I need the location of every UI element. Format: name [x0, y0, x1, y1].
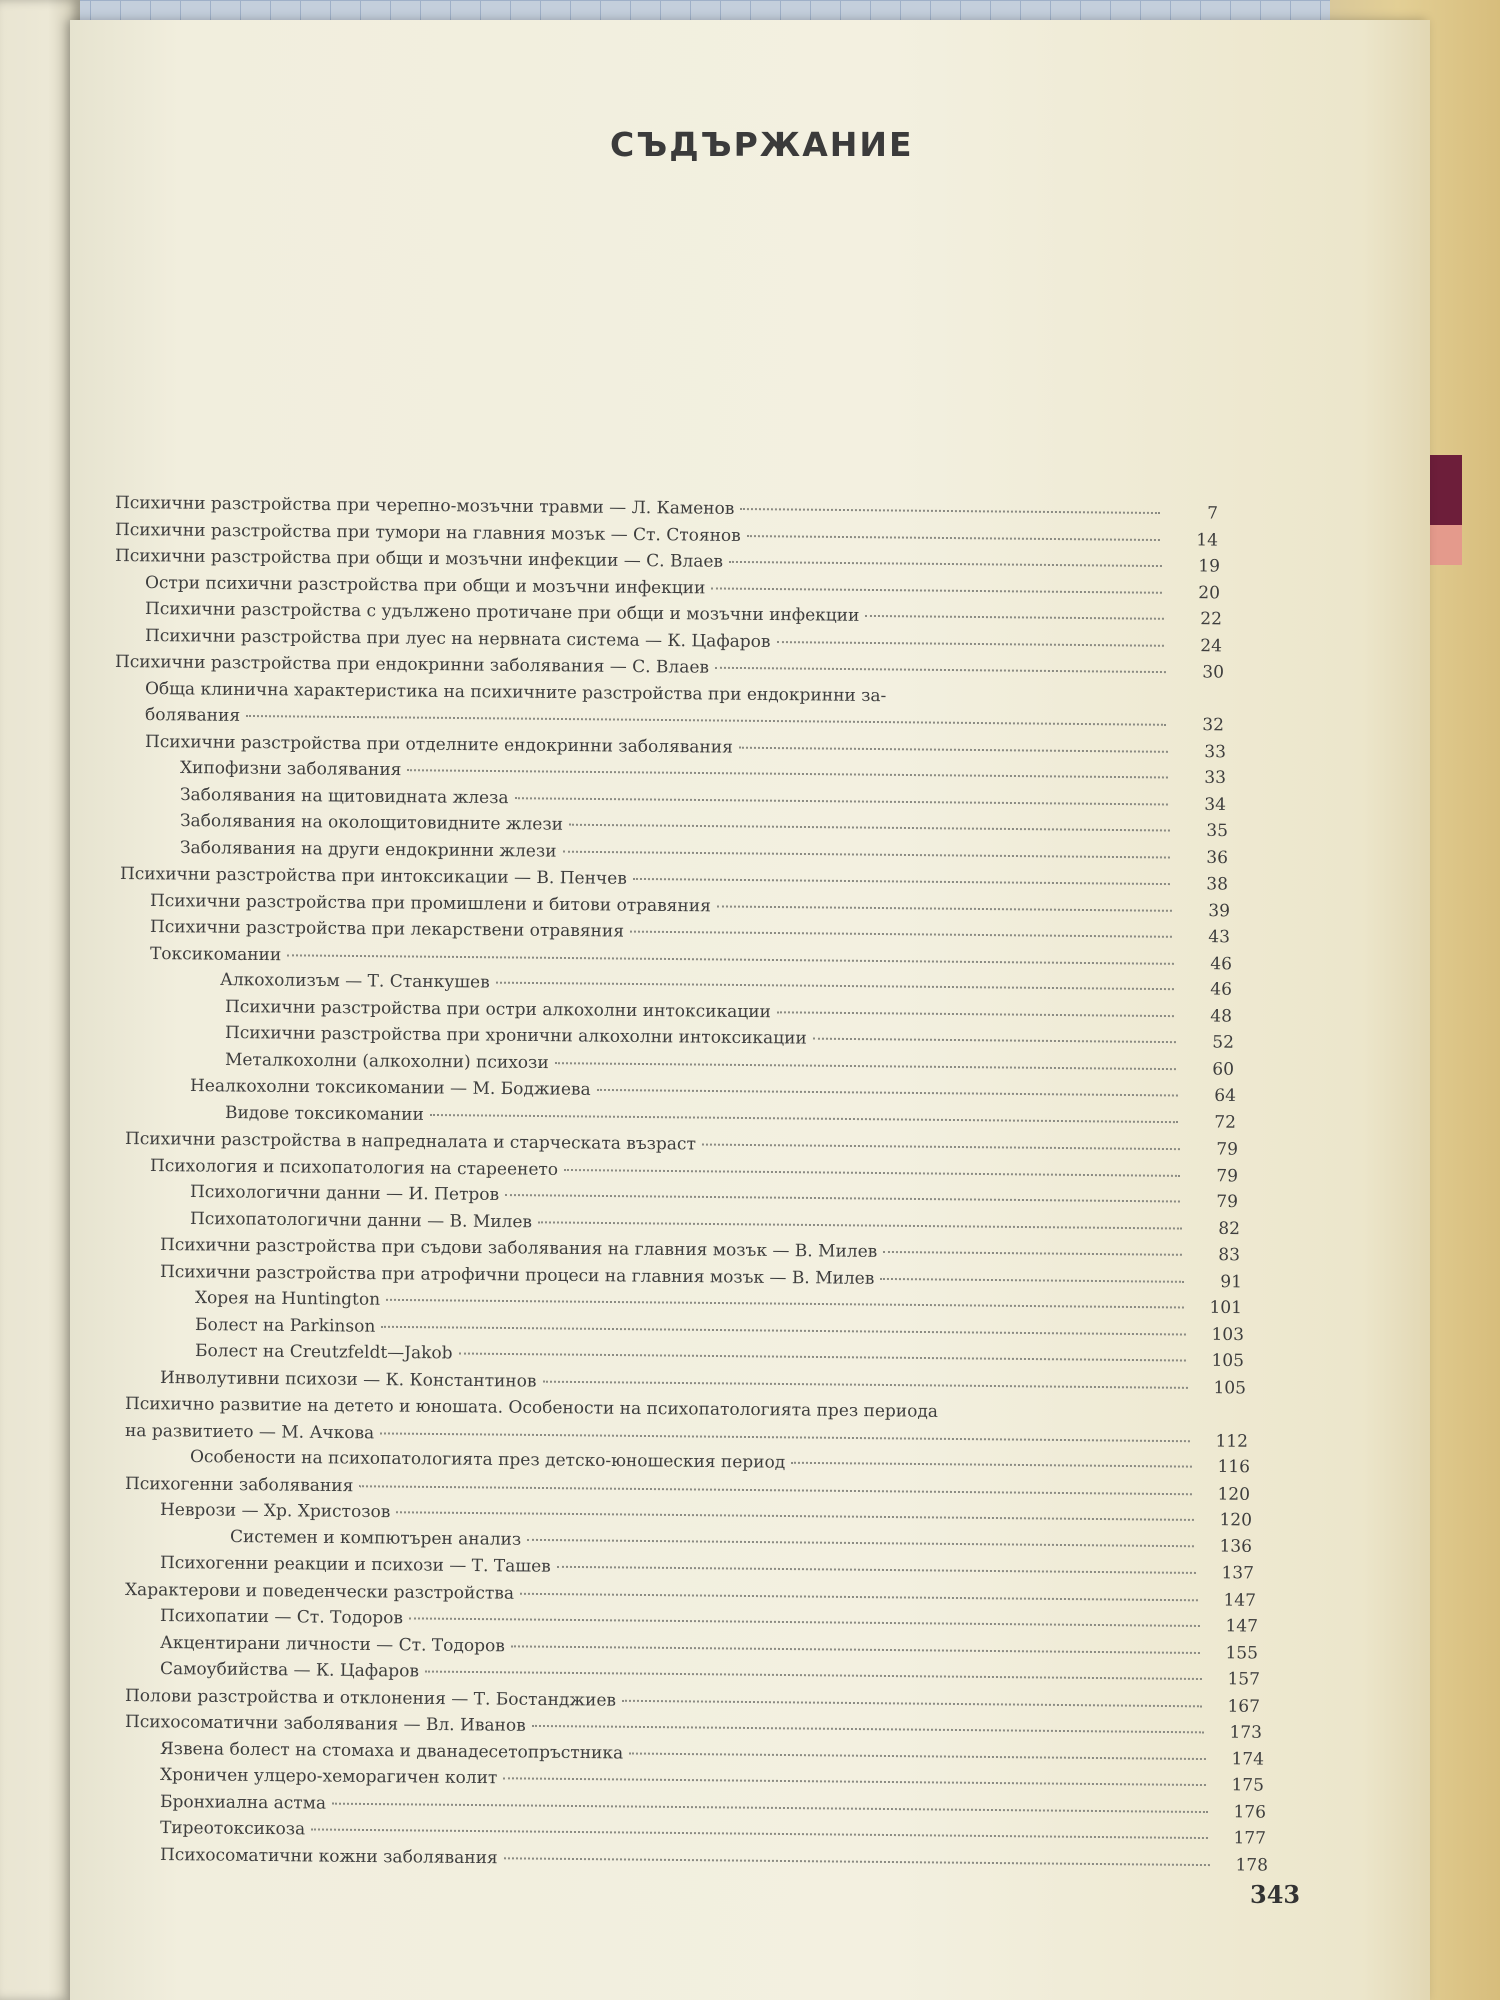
toc-leader-dots	[505, 1194, 1180, 1202]
toc-entry	[115, 493, 1218, 525]
toc-leader-dots	[865, 615, 1164, 620]
toc-entry-title: Психосоматични заболявания — Вл. Иванов	[124, 1712, 526, 1736]
toc-entry-page: 39	[1208, 901, 1231, 922]
toc-entry-page: 48	[1210, 1006, 1233, 1027]
toc-leader-dots	[246, 715, 1166, 726]
toc-entry	[160, 1845, 1268, 1877]
toc-entry-page: 105	[1211, 1350, 1245, 1372]
toc-entry-page: 32	[1202, 715, 1225, 736]
toc-leader-dots	[425, 1671, 1202, 1680]
toc-leader-dots	[407, 769, 1168, 778]
toc-leader-dots	[409, 1617, 1200, 1627]
toc-entry-title: Обща клинична характеристика на психичните разстройства при ендокринни за-	[144, 679, 887, 707]
toc-leader-dots	[555, 1062, 1176, 1070]
toc-leader-dots	[717, 905, 1172, 911]
toc-entry-page: 175	[1231, 1775, 1265, 1796]
toc-entry-page: 79	[1216, 1166, 1239, 1187]
toc-entry	[180, 811, 1228, 842]
toc-leader-dots	[740, 508, 1160, 514]
toc-entry-title: Видове токсикомании	[224, 1103, 424, 1125]
toc-entry-title: болявания	[144, 705, 241, 726]
toc-leader-dots	[569, 824, 1170, 832]
toc-entry-page: 116	[1217, 1456, 1251, 1478]
toc-entry-page: 30	[1202, 662, 1225, 683]
toc-entry-title: Заболявания на щитовидната жлеза	[179, 785, 509, 809]
toc-leader-dots	[633, 878, 1170, 885]
toc-entry	[160, 1553, 1254, 1585]
toc-entry-title: Психични разстройства в напредналата и старческата възраст	[124, 1129, 697, 1155]
toc-entry	[195, 1315, 1244, 1346]
toc-leader-dots	[597, 1089, 1178, 1097]
toc-entry-title: Акцентирани личности — Ст. Тодоров	[159, 1633, 505, 1657]
toc-leader-dots	[381, 1326, 1186, 1336]
toc-leader-dots	[791, 1462, 1192, 1468]
toc-entry-title: Неалкохолни токсикомании — М. Боджиева	[189, 1076, 591, 1100]
toc-entry	[195, 1341, 1244, 1372]
toc-entry-title: на развитието — М. Ачкова	[124, 1421, 375, 1444]
toc-entry-page: 112	[1215, 1431, 1249, 1452]
toc-entry-page: 83	[1218, 1245, 1241, 1266]
toc-entry-title: Психични разстройства с удължено протичане при общи и мозъчни инфекции	[144, 599, 860, 626]
toc-entry-title: Инволутивни психози — К. Константинов	[159, 1368, 537, 1392]
toc-entry-title: Характерови и поведенчески разстройства	[124, 1580, 515, 1604]
toc-entry-title: Психични разстройства при атрофични процеси на главния мозък — В. Милев	[159, 1262, 875, 1289]
toc-entry-title: Полови разстройства и отклонения — Т. Бостанджиев	[124, 1686, 617, 1711]
toc-leader-dots	[287, 954, 1174, 965]
toc-entry-page: 35	[1206, 820, 1229, 842]
toc-leader-dots	[702, 1144, 1180, 1151]
toc-leader-dots	[777, 1011, 1174, 1017]
toc-entry-title: Психопатии — Ст. Тодоров	[159, 1606, 404, 1629]
toc-entry-page: 120	[1217, 1484, 1251, 1505]
toc-leader-dots	[562, 851, 1169, 859]
toc-entry-title: Заболявания на други ендокринни жлези	[179, 838, 557, 862]
toc-leader-dots	[396, 1511, 1194, 1521]
toc-entry-title: Психосоматични кожни заболявания	[159, 1845, 498, 1869]
toc-entry	[160, 1765, 1264, 1797]
toc-entry-page: 147	[1225, 1616, 1259, 1637]
toc-entry-page: 46	[1210, 979, 1233, 1000]
toc-entry	[125, 1712, 1262, 1744]
toc-entry-title: Хипофизни заболявания	[179, 758, 402, 781]
toc-leader-dots	[430, 1114, 1178, 1123]
toc-leader-dots	[622, 1700, 1202, 1708]
toc-leader-dots	[527, 1539, 1194, 1547]
toc-entry-title: Системен и компютърен анализ	[229, 1527, 522, 1550]
toc-entry	[180, 838, 1228, 869]
toc-entry-page: 176	[1233, 1802, 1267, 1823]
toc-entry-title: Психология и психопатология на стареенето	[149, 1156, 559, 1180]
toc-leader-dots	[776, 641, 1163, 647]
toc-entry-page: 147	[1223, 1590, 1257, 1611]
toc-entry	[160, 1500, 1252, 1531]
toc-entry	[160, 1606, 1258, 1638]
toc-entry	[180, 785, 1226, 816]
toc-entry-title: Психологични данни — И. Петров	[189, 1182, 500, 1205]
toc-entry-page: 38	[1206, 874, 1229, 895]
toc-entry-title: Особености на психопатологията през детско-юношеския период	[189, 1447, 786, 1473]
toc-entry-page: 43	[1208, 927, 1231, 948]
toc-entry-page: 14	[1196, 530, 1219, 551]
toc-entry-title: Психично развитие на детето и юношата. Особености на психопатологията през периода	[124, 1394, 939, 1422]
toc-leader-dots	[503, 1777, 1206, 1786]
toc-entry	[150, 917, 1230, 948]
toc-leader-dots	[311, 1828, 1208, 1839]
toc-entry-title: Психични разстройства при съдови заболявания на главния мозък — В. Милев	[159, 1235, 878, 1262]
toc-entry-page: 33	[1204, 767, 1227, 789]
toc-leader-dots	[511, 1645, 1200, 1654]
toc-entry-page: 177	[1233, 1828, 1267, 1849]
toc-entry	[145, 626, 1222, 657]
toc-entry	[180, 758, 1226, 789]
toc-entry-title: Психични разстройства при остри алкохолни интоксикации	[224, 997, 772, 1023]
toc-entry-page: 136	[1219, 1536, 1253, 1557]
toc-entry-title: Болест на Parkinson	[194, 1315, 376, 1337]
toc-entry	[115, 546, 1220, 578]
toc-leader-dots	[711, 587, 1162, 593]
toc-leader-dots	[542, 1381, 1187, 1389]
page-number: 343	[1250, 1880, 1301, 1909]
toc-entry	[225, 1103, 1236, 1134]
toc-entry-title: Бронхиална астма	[159, 1792, 327, 1814]
toc-leader-dots	[386, 1299, 1184, 1309]
toc-entry-page: 34	[1204, 794, 1227, 816]
toc-entry	[190, 1182, 1238, 1213]
toc-entry	[190, 1447, 1250, 1478]
toc-entry-title: Заболявания на околощитовидните жлези	[179, 811, 564, 835]
toc-entry-title: Металкохолни (алкохолни) психози	[224, 1050, 549, 1074]
toc-leader-dots	[504, 1857, 1210, 1866]
toc-entry	[190, 1076, 1236, 1107]
toc-entry-title: Психични разстройства при промишлени и битови отравяния	[149, 891, 711, 917]
toc-leader-dots	[332, 1803, 1208, 1813]
toc-entry-page: 120	[1219, 1510, 1253, 1531]
toc-entry-page: 22	[1200, 609, 1223, 630]
toc-leader-dots	[883, 1251, 1182, 1256]
toc-leader-dots	[880, 1278, 1184, 1283]
toc-entry	[145, 599, 1222, 630]
toc-entry-title: Психогенни заболявания	[124, 1474, 354, 1497]
toc-entry-page: 72	[1214, 1112, 1237, 1133]
toc-entry-page: 46	[1210, 954, 1233, 975]
toc-leader-dots	[564, 1169, 1180, 1177]
toc-leader-dots	[729, 561, 1162, 567]
toc-entry-page: 157	[1227, 1669, 1261, 1690]
toc-entry	[160, 1368, 1246, 1399]
toc-entry	[115, 652, 1224, 684]
toc-entry-page: 52	[1212, 1032, 1235, 1053]
toc-leader-dots	[380, 1432, 1190, 1442]
toc-entry	[125, 1394, 1248, 1426]
toc-leader-dots	[538, 1221, 1182, 1229]
toc-entry	[125, 1129, 1238, 1161]
toc-entry-title: Тиреотоксикоза	[159, 1818, 306, 1840]
toc-entry-title: Остри психични разстройства при общи и мозъчни инфекции	[144, 573, 706, 599]
toc-entry-page: 178	[1235, 1855, 1269, 1876]
toc-entry-page: 91	[1220, 1272, 1243, 1293]
toc-entry	[160, 1818, 1266, 1850]
toc-entry-title: Самоубийства — К. Цафаров	[159, 1659, 420, 1682]
toc-entry-title: Токсикомании	[149, 944, 282, 966]
toc-entry	[195, 1288, 1242, 1319]
toc-entry-page: 7	[1207, 503, 1219, 524]
toc-leader-dots	[813, 1038, 1176, 1043]
toc-entry-title: Психични разстройства при отделните ендокринни заболявания	[144, 732, 733, 758]
toc-entry-page: 137	[1221, 1563, 1255, 1584]
toc-leader-dots	[629, 1753, 1206, 1761]
toc-entry	[190, 1209, 1240, 1240]
toc-entry	[160, 1659, 1260, 1691]
toc-leader-dots	[630, 931, 1172, 938]
toc-leader-dots	[459, 1353, 1186, 1362]
toc-leader-dots	[747, 535, 1160, 541]
toc-entry-title: Болест на Creutzfeldt—Jakob	[194, 1341, 453, 1364]
toc-entry-title: Психични разстройства при интоксикации — В. Пенчев	[119, 864, 627, 889]
toc-leader-dots	[496, 982, 1174, 991]
toc-entry-title: Психопатологични данни — В. Милев	[189, 1209, 533, 1233]
toc-entry	[225, 1050, 1234, 1081]
toc-entry-page: 155	[1225, 1643, 1259, 1664]
toc-entry-page: 24	[1200, 636, 1223, 657]
toc-entry-page: 82	[1218, 1218, 1241, 1240]
toc-entry-title: Язвена болест на стомаха и дванадесетопръстника	[159, 1739, 624, 1764]
toc-entry	[145, 705, 1224, 736]
toc-entry-page: 20	[1198, 583, 1221, 604]
toc-entry-title: Психични разстройства при хронични алкохолни интоксикации	[224, 1023, 807, 1049]
toc-leader-dots	[520, 1593, 1198, 1602]
toc-entry-title: Психични разстройства при общи и мозъчни инфекции — С. Влаев	[114, 546, 724, 572]
toc-entry-title: Психични разстройства при луес на нервната система — К. Цафаров	[144, 626, 771, 653]
toc-entry	[225, 997, 1232, 1028]
toc-entry-title: Неврози — Хр. Христозов	[159, 1500, 391, 1523]
toc-entry-page: 167	[1227, 1696, 1261, 1717]
page-title: СЪДЪРЖАНИЕ	[610, 125, 914, 164]
toc-entry-page: 79	[1216, 1191, 1239, 1213]
toc-entry-page: 79	[1216, 1139, 1239, 1160]
toc-entry-title: Хорея на Huntington	[194, 1288, 381, 1310]
toc-leader-dots	[515, 797, 1168, 805]
toc-entry	[230, 1527, 1252, 1558]
toc-entry	[120, 864, 1228, 896]
toc-entry-page: 173	[1229, 1722, 1263, 1743]
toc-entry-page: 103	[1211, 1324, 1245, 1346]
toc-leader-dots	[739, 747, 1168, 753]
toc-leader-dots	[557, 1566, 1196, 1574]
toc-entry-title: Психични разстройства при черепно-мозъчни травми — Л. Каменов	[114, 493, 735, 519]
toc-entry-page: 33	[1204, 742, 1227, 763]
toc-entry-page: 60	[1212, 1059, 1235, 1080]
toc-leader-dots	[715, 667, 1166, 673]
toc-entry-title: Психични разстройства при тумори на главния мозък — Ст. Стоянов	[114, 520, 741, 547]
toc-entry-page: 19	[1198, 556, 1221, 577]
toc-entry-page: 64	[1214, 1085, 1237, 1107]
toc-entry	[160, 1235, 1240, 1266]
toc-entry	[225, 1023, 1234, 1054]
toc-entry-page: 105	[1213, 1378, 1247, 1399]
toc-entry-title: Алкохолизъм — Т. Станкушев	[219, 970, 490, 993]
toc-entry-page: 101	[1209, 1297, 1243, 1319]
toc-leader-dots	[532, 1725, 1204, 1733]
toc-entry-page: 174	[1231, 1749, 1265, 1770]
toc-entry-page: 36	[1206, 847, 1229, 869]
toc-entry-title: Психични разстройства при лекарствени отравяния	[149, 917, 625, 942]
toc-entry-title: Психогенни реакции и психози — Т. Ташев	[159, 1553, 551, 1577]
toc-leader-dots	[359, 1485, 1192, 1495]
toc-entry-title: Хроничен улцеро-хеморагичен колит	[159, 1765, 498, 1789]
toc-entry-title: Психични разстройства при ендокринни заболявания — С. Влаев	[114, 652, 710, 678]
toc-entry	[220, 970, 1232, 1001]
